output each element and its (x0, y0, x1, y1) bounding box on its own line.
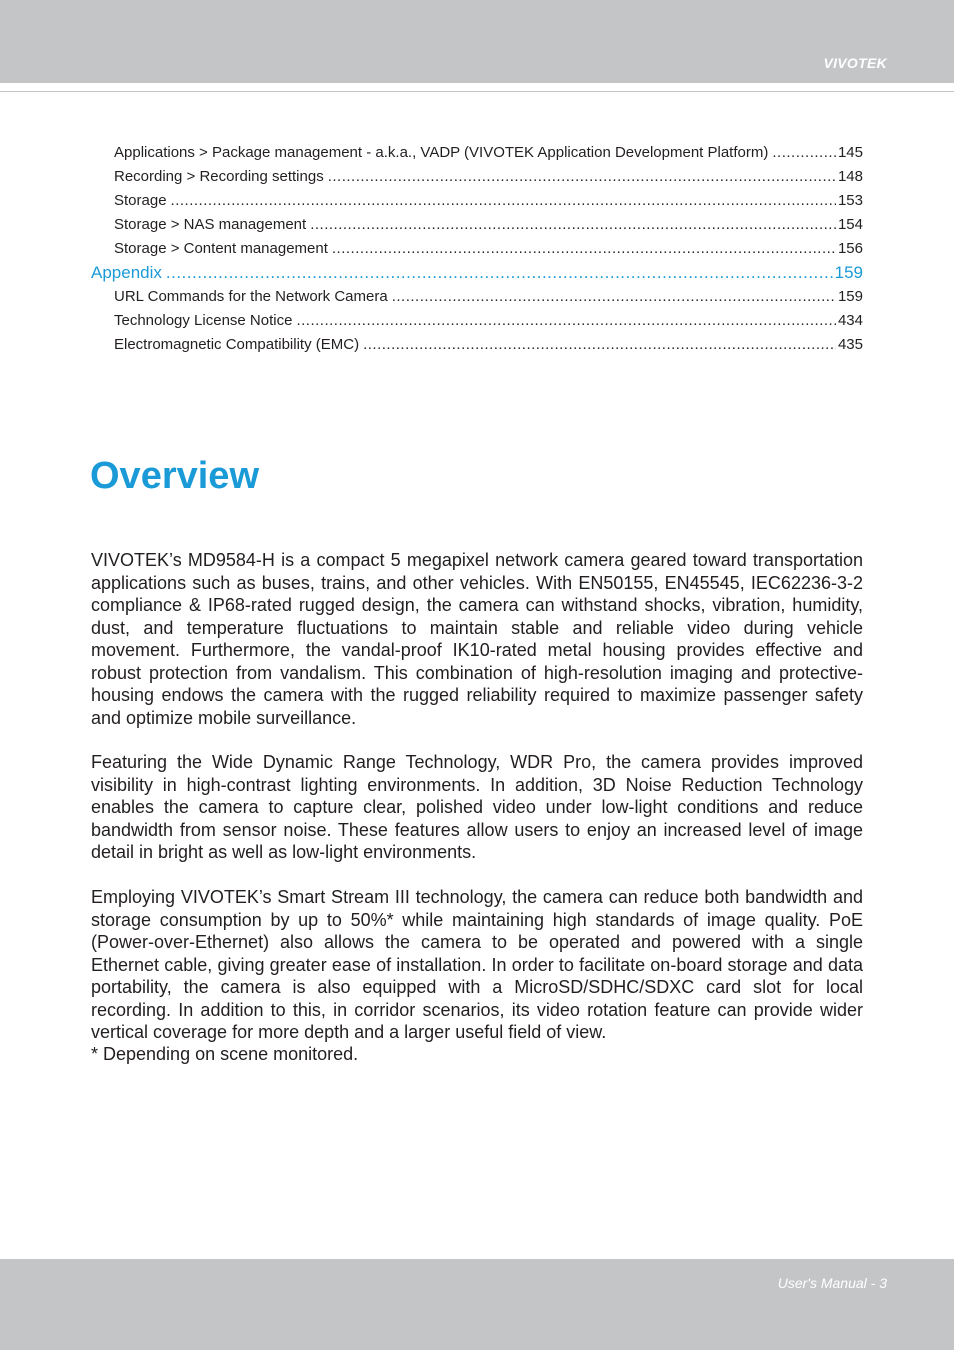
toc-section-label: Appendix (91, 263, 162, 282)
overview-footnote: * Depending on scene monitored. (91, 1044, 359, 1064)
toc-entry[interactable] (114, 168, 863, 185)
toc-entry-label: URL Commands for the Network Camera (114, 288, 388, 305)
toc-entry-label: Technology License Notice (114, 312, 293, 329)
overview-paragraph-2: Featuring the Wide Dynamic Range Technology, WDR Pro, the camera provides improved visibility in high-contrast lighting environments. In addition, 3D Noise Reduction Technology enables the camera to capture clear, polished video under low-light conditions and reduce bandwidth from sensor noise. These features allow users to enjoy an increased level of image detail in bright as well as low-light environments. (91, 752, 863, 862)
toc-leader (296, 312, 836, 329)
toc-entry-label: Storage > Content management (114, 240, 328, 257)
toc-leader (363, 336, 836, 353)
toc-entry-label: Storage (114, 192, 167, 209)
toc-entry[interactable] (114, 240, 863, 257)
toc-entry[interactable] (114, 336, 863, 353)
toc-leader (166, 263, 833, 283)
toc-entry[interactable] (114, 312, 863, 329)
toc-entry-page: 154 (837, 216, 863, 233)
toc-leader (772, 144, 836, 161)
toc-entry[interactable] (114, 192, 863, 209)
toc-entry-page: 145 (837, 144, 863, 161)
brand-name: VIVOTEK (823, 55, 887, 71)
footer-bar (0, 1259, 954, 1350)
toc-entry-label: Recording > Recording settings (114, 168, 324, 185)
toc-entry-label: Electromagnetic Compatibility (EMC) (114, 336, 360, 353)
page-number: User's Manual - 3 (777, 1275, 887, 1291)
toc-entry-page: 434 (837, 312, 863, 329)
toc-leader (392, 288, 836, 305)
toc-entry-page: 159 (837, 288, 863, 305)
toc-leader (328, 168, 836, 185)
toc-entry-page: 435 (837, 336, 863, 353)
toc-entry-label: Applications > Package management - a.k.a., VADP (VIVOTEK Application Development Platform) (114, 144, 769, 161)
toc-leader (332, 240, 836, 257)
toc-section-appendix[interactable] (91, 263, 863, 283)
toc-entry[interactable] (114, 216, 863, 233)
header-bar (0, 0, 954, 83)
toc-section-page: 159 (834, 263, 863, 282)
overview-paragraph-3: Employing VIVOTEK’s Smart Stream III technology, the camera can reduce both bandwidth and storage consumption by up to 50%* while maintaining high standards of image quality. PoE (Power-over-Ethernet) also allows the camera to be operated and powered with a single Ethernet cable, giving greater ease of installation. In order to facilitate on-board storage and data portability, the camera is also equipped with a MicroSD/SDHC/SDXC card slot for local recording. In addition to this, in corridor scenarios, its video rotation feature can provide wider vertical coverage for more depth and a larger useful field of view. (91, 887, 863, 1042)
overview-paragraph-1: VIVOTEK’s MD9584-H is a compact 5 megapixel network camera geared toward transportation applications such as buses, trains, and other vehicles. With EN50155, EN45545, IEC62236-3-2 compliance & IP68-rated rugged design, the camera can withstand shocks, vibration, humidity, dust, and temperature fluctuations to maintain stable and reliable video during vehicle movement. Furthermore, the vandal-proof IK10-rated metal housing provides effective and robust protection from vandalism. This combination of high-resolution imaging and protective-housing endows the camera with the rugged reliability required to maximize passenger safety and optimize mobile surveillance. (91, 550, 863, 728)
toc-entry[interactable] (114, 144, 863, 161)
toc-entry-label: Storage > NAS management (114, 216, 307, 233)
toc-entry-page: 153 (837, 192, 863, 209)
toc-entry-page: 156 (837, 240, 863, 257)
toc-entry-page: 148 (837, 168, 863, 185)
overview-heading: Overview (90, 455, 259, 497)
toc-leader (310, 216, 836, 233)
toc-entry[interactable] (114, 288, 863, 305)
toc-leader (171, 192, 836, 209)
header-divider (0, 91, 954, 92)
